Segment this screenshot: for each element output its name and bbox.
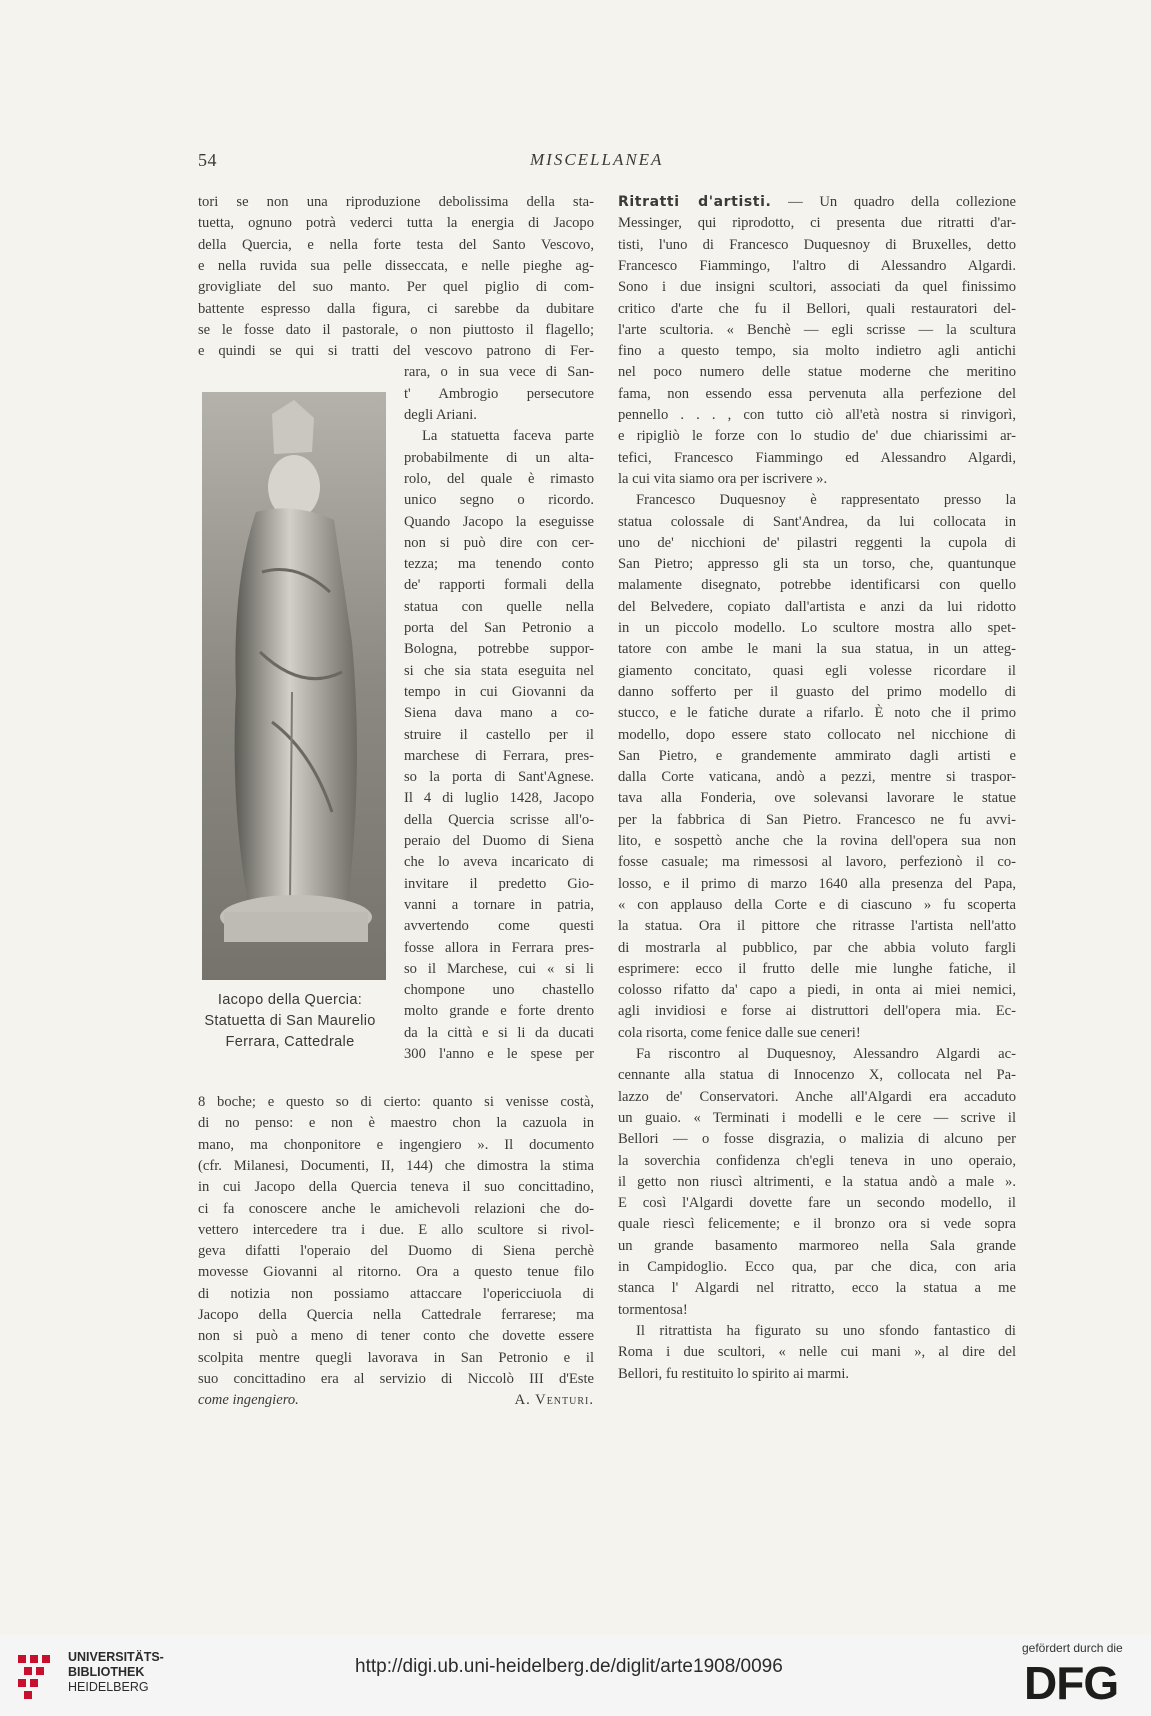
text-line: tuetta, ognuno potrà vederci tutta la energia di Jacopo — [198, 215, 594, 232]
text-line: suo concittadino era al servizio di Niccolò III d'Este — [198, 1370, 594, 1387]
text-line: statua con quelle nella — [404, 598, 594, 615]
text-line: stanca l' Algardi nel ritratto, ecco la statua a me — [618, 1280, 1016, 1297]
page-number: 54 — [198, 150, 217, 170]
text-line: si che sia stata eseguita nel — [404, 662, 594, 679]
text-line: tori se non una riproduzione debolissima della sta- — [198, 194, 594, 210]
text-line: Roma i due scultori, « nelle cui mani », al dire del — [618, 1344, 1016, 1361]
text-line: porta del San Petronio a — [404, 620, 594, 636]
text-line: Francesco Duquesnoy è rappresentato presso la — [636, 492, 1016, 509]
text-line: degli Ariani. — [404, 407, 477, 423]
text-line: il getto non riuscì altrimenti, e la statua andò a male ». — [618, 1173, 1016, 1190]
text-line: E così l'Algardi dovette fare un secondo modello, il — [618, 1195, 1016, 1212]
text-line: danno sofferto per il guasto del primo modello di — [618, 683, 1016, 700]
text-line: peraio del Duomo di Siena — [404, 833, 594, 849]
text-line: Bellori, fu restituito lo spirito ai marmi. — [618, 1365, 850, 1382]
text-line: Jacopo della Quercia nella Cattedrale ferrarese; ma — [198, 1307, 594, 1323]
text-line: nel poco numero delle statue moderne che meritino — [618, 364, 1016, 381]
text-line: critico d'arte che fu il Bellori, quali restauratori del- — [618, 300, 1016, 317]
text-line: movesse Giovanni al ritorno. Ora a questo tenue filo — [198, 1264, 594, 1281]
university-library-name — [68, 1650, 164, 1695]
text-line: marchese di Ferrara, pres- — [404, 747, 594, 764]
text-line: tisti, l'uno di Francesco Duquesnoy di Bruxelles, detto — [618, 236, 1016, 253]
text-line: losso, e il primo di marzo 1640 alla presenza del Papa, — [618, 875, 1016, 892]
text-line: 8 boche; e questo so di cierto: quanto si venisse costà, — [198, 1094, 594, 1110]
text-line: e ripigliò le forze con lo studio de' due chiarissimi ar- — [618, 428, 1016, 445]
permalink-url[interactable]: http://digi.ub.uni-heidelberg.de/diglit/arte1908/0096 — [355, 1656, 783, 1677]
text-line: tempo in cui Giovanni da — [404, 683, 594, 700]
text-line: da la città e si li da ducati — [404, 1024, 594, 1041]
text-line: statua colossale di Sant'Andrea, da lui collocata in — [618, 513, 1016, 530]
text-line: di mostrarla al pubblico, par che abbia voluto fargli — [618, 939, 1016, 956]
text-line: Siena dava mano a co- — [404, 705, 594, 722]
author-signature: A. Venturi. — [514, 1392, 594, 1408]
text-line: so la porta di Sant'Agnese. — [404, 769, 594, 786]
text-line: chompone uno chastello — [404, 982, 594, 999]
text-line: fosse casuale; ma rimessosi al lavoro, perfezionò il co- — [618, 854, 1016, 871]
text-line: vanni a tornare in patria, — [404, 896, 594, 913]
text-line: tefici, Francesco Fiammingo ed Alessandro Algardi, — [618, 449, 1016, 466]
text-line: la cui vita siamo ora per iscrivere ». — [618, 470, 828, 487]
text-line: rolo, del quale è rimasto — [404, 470, 594, 487]
figure-caption-title: Statuetta di San Maurelio — [204, 1013, 376, 1029]
text-line: San Pietro, e grandemente ammirato dagli artisti e — [618, 747, 1016, 764]
text-line: invitare il predetto Gio- — [404, 875, 594, 892]
library-name-line-1: UNIVERSITÄTS- — [68, 1650, 164, 1664]
closing-text: come ingengiero. — [198, 1392, 299, 1408]
statuette-photograph — [202, 392, 386, 980]
text-line: molto grande e forte drento — [404, 1003, 594, 1020]
library-name-line-2: BIBLIOTHEK — [68, 1665, 145, 1679]
text-line: la statua. Ora il pittore che ritrasse l'artista nell'atto — [618, 918, 1016, 935]
text-line: esprimere: ecco il frutto delle mie lunghe fatiche, il — [618, 960, 1016, 977]
text-line: in un piccolo modello. Lo scultore mostra allo spet- — [618, 620, 1016, 636]
text-line: modello, dopo essere stato collocato nel nicchione di — [618, 726, 1016, 743]
text-line: della Quercia scrisse all'o- — [404, 811, 594, 828]
section-heading-rest: — Un quadro della collezione — [788, 194, 1016, 210]
text-line: fino a questo tempo, sia molto indietro agli antichi — [618, 343, 1016, 360]
text-line: fosse allora in Ferrara pres- — [404, 939, 594, 956]
text-line: della Quercia, e nella forte testa del Santo Vescovo, — [198, 236, 594, 253]
text-line: Sono i due insigni scultori, associati da quel finissimo — [618, 279, 1016, 296]
figure-caption-location: Ferrara, Cattedrale — [225, 1034, 355, 1050]
text-line: battente espresso dalla figura, ci sarebbe da dubitare — [198, 300, 594, 317]
text-line: un grande basamento marmoreo nella Sala grande — [618, 1237, 1016, 1254]
text-line: La statuetta faceva parte — [422, 428, 594, 445]
text-line: dalla Corte vaticana, andò a pezzi, mentre si traspor- — [618, 769, 1016, 786]
text-line: fama, non essendo essa pervenuta alla perfezione del — [618, 385, 1016, 402]
text-line: del Belvedere, copiato dall'artista e anzi da lui ridotto — [618, 598, 1016, 615]
text-line: unico segno o ricordo. — [404, 492, 594, 509]
text-line: uno de' nicchioni de' pilastri reggenti la cupola di — [618, 534, 1016, 551]
text-line: colosso rifatto da' capo a piedi, in onta ai miei nemici, — [618, 982, 1016, 999]
text-line: Il 4 di luglio 1428, Jacopo — [404, 790, 594, 807]
text-line: lito, e sospettò anche che la rovina dell'opera sua non — [618, 833, 1016, 849]
text-line: in Campidoglio. Ecco qua, par che dica, con aria — [618, 1259, 1016, 1275]
text-line: geva difatti l'operaio del Duomo di Siena perchè — [198, 1243, 594, 1260]
text-line: e nella ruvida sua pelle disseccata, e nelle pieghe ag- — [198, 257, 594, 274]
text-line: pennello . . . , con tutto ciò all'età nostra si rinvigorì, — [618, 407, 1016, 423]
text-line: di no penso: e non è maestro chon la cazuola in — [198, 1115, 594, 1132]
text-line: tatore con ambe le mani la sua statua, in un atteg- — [618, 641, 1016, 658]
text-line: so il Marchese, cui « si li — [404, 960, 594, 977]
text-line: (cfr. Milanesi, Documenti, II, 144) che dimostra la stima — [198, 1157, 594, 1174]
text-line: cola risorta, come fenice dalle sue ceneri! — [618, 1024, 861, 1041]
text-line: San Pietro; appresso gli sta un torso, che, quantunque — [618, 556, 1016, 573]
funder-label: gefördert durch die — [1022, 1641, 1123, 1655]
text-line: agli invidiosi e forse ai distruttori dell'opera mia. Ec- — [618, 1003, 1016, 1020]
text-line: Bellori — o fosse disgrazia, o malizia di alcuno per — [618, 1131, 1016, 1148]
text-line: un guaio. « Terminati i modelli e le cere — scrive il — [618, 1109, 1016, 1126]
library-name-line-3: HEIDELBERG — [68, 1680, 149, 1694]
text-line: vettero intercedere tra i due. E allo scultore si rivol- — [198, 1221, 594, 1238]
text-line: « con applauso della Corte e di ciascuno » fu scoperta — [618, 896, 1016, 913]
text-line: ci fa conoscere anche le amichevoli relazioni che do- — [198, 1200, 594, 1217]
article-signature-line — [198, 1390, 594, 1411]
dfg-logo-icon: DFG — [1024, 1657, 1119, 1709]
text-line: quale riescì felicemente; e il bronzo ora si vede sopra — [618, 1216, 1016, 1233]
text-line: de' rapporti formali della — [404, 577, 594, 594]
university-library-logo-icon — [18, 1655, 62, 1699]
running-title: MISCELLANEA — [530, 150, 664, 169]
text-line: stucco, e le fatiche durate a rifarlo. È noto che il primo — [618, 705, 1016, 722]
text-line: rara, o in sua vece di San- — [404, 364, 594, 381]
text-line: t' Ambrogio persecutore — [404, 385, 594, 402]
text-line: grovigliate del suo manto. Per quel piglio di com- — [198, 279, 594, 296]
text-line: di notizia non possiamo attaccare l'opericciuola di — [198, 1285, 594, 1302]
text-line: che lo aveva incaricato di — [404, 854, 594, 871]
text-line: struire il castello per il — [404, 726, 594, 743]
text-line: Messinger, qui riprodotto, ci presenta due ritratti d'ar- — [618, 215, 1016, 232]
text-line: mano, ma chonponitore e ingengiero ». Il documento — [198, 1136, 594, 1153]
figure-caption-artist: Iacopo della Quercia: — [217, 992, 363, 1008]
text-line: Fa riscontro al Duquesnoy, Alessandro Algardi ac- — [636, 1046, 1016, 1062]
section-heading: Ritratti d'artisti. — [618, 194, 772, 210]
text-line: tormentosa! — [618, 1301, 688, 1318]
text-line: probabilmente di un alta- — [404, 449, 594, 466]
section-heading-line — [618, 192, 1016, 213]
text-line: non si può dire con cer- — [404, 534, 594, 551]
text-line: tezza; ma tenendo conto — [404, 556, 594, 573]
text-line: se le fosse dato il pastorale, o non piuttosto il flagello; — [198, 321, 594, 338]
statuette-image — [202, 392, 386, 980]
text-line: malamente disegnato, potrebbe identificarsi con quello — [618, 577, 1016, 594]
text-line: cennante alla statua di Innocenzo X, collocata nel Pa- — [618, 1067, 1016, 1084]
text-line: giamento concitato, quasi egli volesse ricordare il — [618, 662, 1016, 679]
text-line: la soverchia confidenza ch'egli teneva in uno operaio, — [618, 1152, 1016, 1169]
text-line: Quando Jacopo la eseguisse — [404, 513, 594, 530]
text-line: per la fabbrica di San Pietro. Francesco ne fu avvi- — [618, 811, 1016, 828]
text-line: in cui Jacopo della Quercia teneva il suo concittadino, — [198, 1179, 594, 1196]
text-line: avvertendo come questi — [404, 918, 594, 935]
text-line: l'arte scultoria. « Benchè — egli scrisse — la scultura — [618, 321, 1016, 338]
text-line: lazzo de' Conservatori. Anche all'Algardi era accaduto — [618, 1088, 1016, 1105]
text-line: e quindi se qui si tratti del vescovo patrono di Fer- — [198, 343, 594, 360]
text-line: Bologna, potrebbe suppor- — [404, 641, 594, 658]
text-line: 300 l'anno e le spese per — [404, 1046, 594, 1062]
text-line: tava alla Fonderia, ove solevansi lavorare le statue — [618, 790, 1016, 807]
text-line: scolpita mentre quegli lavorava in San Petronio e il — [198, 1349, 594, 1366]
text-line: non si può a meno di tener conto che dovette essere — [198, 1328, 594, 1345]
text-line: Il ritrattista ha figurato su uno sfondo fantastico di — [636, 1322, 1016, 1339]
text-line: Francesco Fiammingo, l'altro di Alessandro Algardi. — [618, 257, 1016, 274]
